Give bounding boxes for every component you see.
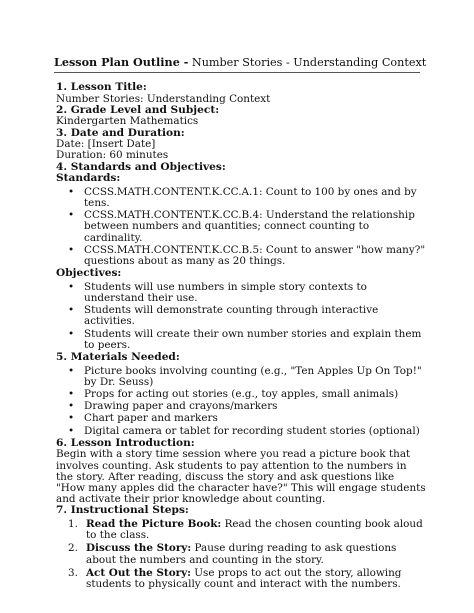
step-number: 1. xyxy=(68,518,78,531)
document-body xyxy=(56,82,426,592)
list-item: • Students will use numbers in simple story contexts to understand their use. xyxy=(84,282,426,304)
step-label: Read the Picture Book: xyxy=(86,518,222,531)
title-divider xyxy=(54,72,420,73)
steps-heading: 7. Instructional Steps: xyxy=(56,504,189,517)
lesson-title-text: Number Stories: Understanding Context xyxy=(56,92,271,105)
list-item: • CCSS.MATH.CONTENT.K.CC.B.4: Understand the relationship between numbers and quantities; connect counting to cardinality. xyxy=(84,210,426,244)
list-item xyxy=(68,566,426,591)
step-text: Read the chosen counting book aloud to the class. xyxy=(86,518,423,542)
step-text: Use props to act out the story, allowing students to physically count and interact with the numbers. xyxy=(86,566,402,591)
title-rest: Number Stories - Understanding Context xyxy=(191,56,427,69)
list-item: • Digital camera or tablet for recording student stories (optional) xyxy=(84,426,426,437)
list-item: • Students will create their own number stories and explain them to peers. xyxy=(84,329,426,351)
lesson-title-heading: 1. Lesson Title: xyxy=(56,81,147,93)
title-bold: Lesson Plan Outline - xyxy=(54,55,189,69)
duration-line: Duration: 60 minutes xyxy=(56,149,169,162)
list-item: • Drawing paper and crayons/markers xyxy=(84,401,426,412)
objectives-list xyxy=(56,282,426,351)
standards-label: Standards: xyxy=(56,172,121,185)
introduction-heading: 6. Lesson Introduction: xyxy=(56,436,195,449)
step-text: Pause during reading to ask questions about the numbers and counting in the story. xyxy=(86,542,397,566)
step-label: Act Out the Story: xyxy=(86,566,191,579)
standards-list xyxy=(56,187,426,267)
date-line: Date: [Insert Date] xyxy=(56,138,156,151)
list-item xyxy=(68,518,426,542)
step-number: 3. xyxy=(68,566,78,579)
list-item xyxy=(68,542,426,566)
materials-list xyxy=(56,366,426,437)
list-item: • Students will demonstrate counting through interactive activities. xyxy=(84,305,426,327)
introduction-text: Begin with a story time session where you read a picture book that involves counting. Ask students to pay attention to the numbers in the story. After reading, discuss the story and ask questions like "How many apples did the character have?" This will engage students and activate their prior knowledge about counting. xyxy=(56,448,426,506)
steps-list xyxy=(56,519,426,590)
step-number: 2. xyxy=(68,542,78,555)
list-item: • CCSS.MATH.CONTENT.K.CC.B.5: Count to answer "how many?" questions about as many as 20 things. xyxy=(84,245,426,267)
materials-heading: 5. Materials Needed: xyxy=(56,351,180,364)
standards-heading: 4. Standards and Objectives: xyxy=(56,160,226,173)
grade-heading: 2. Grade Level and Subject: xyxy=(56,103,220,116)
list-item: • Picture books involving counting (e.g., "Ten Apples Up On Top!" by Dr. Seuss) xyxy=(84,366,426,388)
date-heading: 3. Date and Duration: xyxy=(56,126,185,139)
grade-text: Kindergarten Mathematics xyxy=(56,115,199,128)
document-title xyxy=(54,55,427,70)
list-item: • CCSS.MATH.CONTENT.K.CC.A.1: Count to 100 by ones and by tens. xyxy=(84,187,426,209)
list-item: • Props for acting out stories (e.g., toy apples, small animals) xyxy=(84,389,426,400)
step-label: Discuss the Story: xyxy=(86,542,192,555)
objectives-label: Objectives: xyxy=(56,267,122,280)
list-item: • Chart paper and markers xyxy=(84,413,426,424)
